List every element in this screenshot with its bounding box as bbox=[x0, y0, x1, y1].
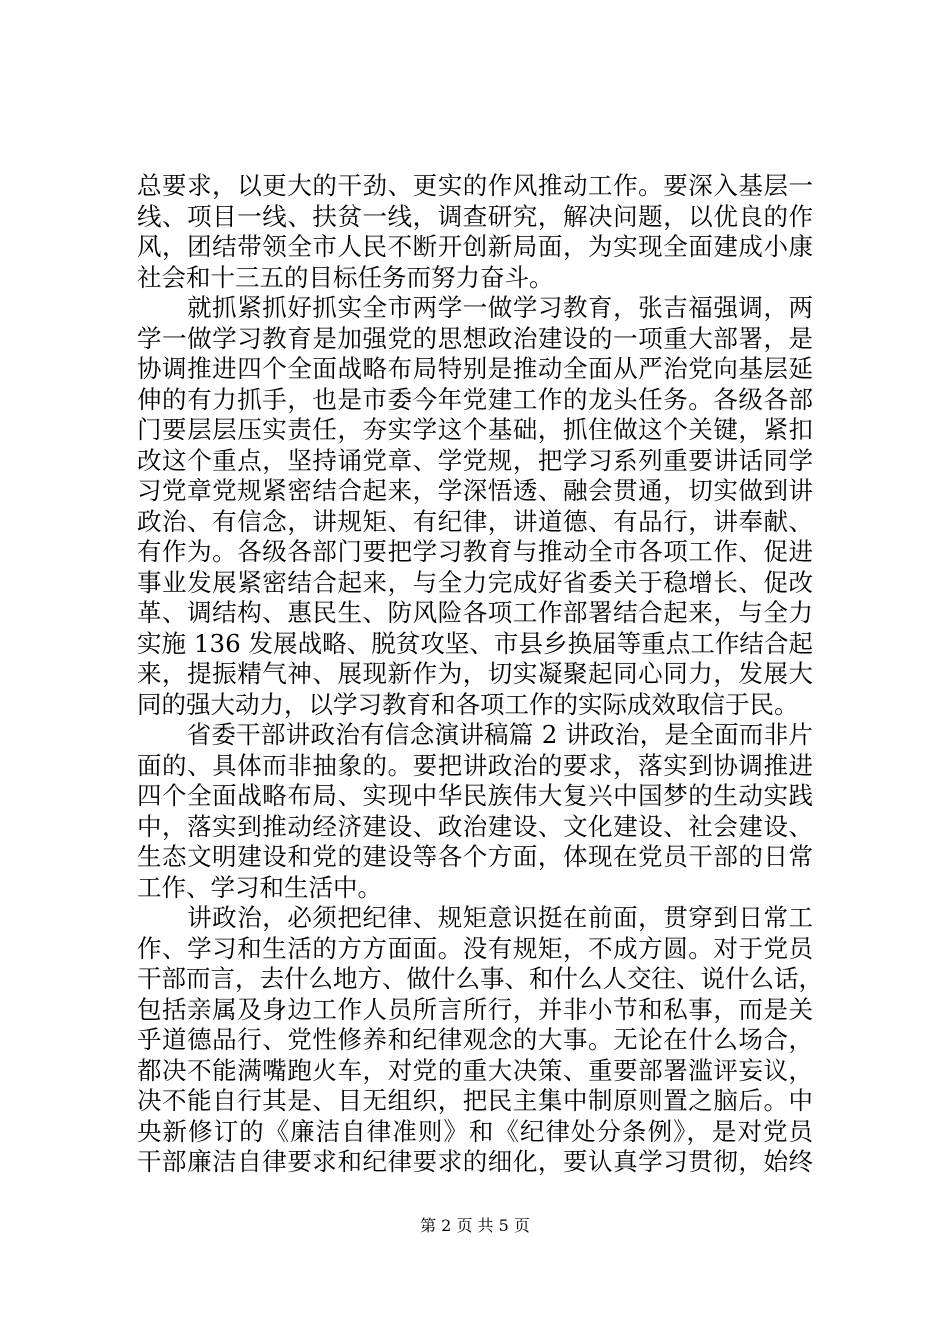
text-line: 包括亲属及身边工作人员所言所行，并非小节和私事，而是关 bbox=[137, 994, 813, 1024]
text-line: 同的强大动力，以学习教育和各项工作的实际成效取信于民。 bbox=[137, 689, 799, 719]
text-line: 省委干部讲政治有信念演讲稿篇 2 讲政治，是全面而非片 bbox=[137, 720, 813, 749]
text-line: 乎道德品行、党性修养和纪律观念的大事。无论在什么场合， bbox=[137, 1025, 813, 1054]
text-line: 就抓紧抓好抓实全市两学一做学习教育，张吉福强调，两 bbox=[137, 293, 813, 322]
text-line: 改这个重点，坚持诵党章、学党规，把学习系列重要讲话同学 bbox=[137, 445, 813, 475]
text-line: 学一做学习教育是加强党的思想政治建设的一项重大部署，是 bbox=[137, 323, 813, 353]
document-body bbox=[137, 171, 823, 1178]
text-line: 生态文明建设和党的建设等各个方面，体现在党员干部的日常 bbox=[137, 842, 813, 871]
text-line: 央新修订的《廉洁自律准则》和《纪律处分条例》，是对党员 bbox=[137, 1116, 813, 1146]
text-line: 中，落实到推动经济建设、政治建设、文化建设、社会建设、 bbox=[137, 811, 813, 841]
text-line: 来，提振精气神、展现新作为，切实凝聚起同心同力，发展大 bbox=[137, 659, 813, 688]
text-line: 社会和十三五的目标任务而努力奋斗。 bbox=[137, 262, 554, 292]
text-line: 有作为。各级各部门要把学习教育与推动全市各项工作、促进 bbox=[137, 537, 813, 566]
text-line: 四个全面战略布局、实现中华民族伟大复兴中国梦的生动实践 bbox=[137, 781, 813, 810]
text-line: 实施 136 发展战略、脱贫攻坚、市县乡换届等重点工作结合起 bbox=[137, 628, 813, 658]
text-line: 政治、有信念，讲规矩、有纪律，讲道德、有品行，讲奉献、 bbox=[137, 506, 813, 536]
text-line: 工作、学习和生活中。 bbox=[137, 872, 382, 902]
text-line: 协调推进四个全面战略布局特别是推动全面从严治党向基层延 bbox=[137, 354, 813, 383]
text-line: 面的、具体而非抽象的。要把讲政治的要求，落实到协调推进 bbox=[137, 750, 813, 780]
text-line: 事业发展紧密结合起来，与全力完成好省委关于稳增长、促改 bbox=[137, 567, 813, 597]
text-line: 干部而言，去什么地方、做什么事、和什么人交往、说什么话， bbox=[137, 964, 823, 993]
text-line: 干部廉洁自律要求和纪律要求的细化，要认真学习贯彻，始终 bbox=[137, 1147, 813, 1176]
text-line: 都决不能满嘴跑火车，对党的重大决策、重要部署滥评妄议， bbox=[137, 1055, 813, 1085]
text-line: 门要层层压实责任，夯实学这个基础，抓住做这个关键，紧扣 bbox=[137, 415, 813, 444]
text-line: 决不能自行其是、目无组织，把民主集中制原则置之脑后。中 bbox=[137, 1086, 813, 1115]
text-line: 伸的有力抓手，也是市委今年党建工作的龙头任务。各级各部 bbox=[137, 384, 813, 414]
page-number-footer: 第 2 页 共 5 页 bbox=[420, 1216, 530, 1235]
text-line: 习党章党规紧密结合起来，学深悟透、融会贯通，切实做到讲 bbox=[137, 476, 813, 505]
text-line: 讲政治，必须把纪律、规矩意识挺在前面，贯穿到日常工 bbox=[137, 903, 813, 932]
text-line: 革、调结构、惠民生、防风险各项工作部署结合起来，与全力 bbox=[137, 598, 813, 627]
text-line: 作、学习和生活的方方面面。没有规矩，不成方圆。对于党员 bbox=[137, 933, 813, 963]
text-line: 风，团结带领全市人民不断开创新局面，为实现全面建成小康 bbox=[137, 232, 813, 261]
text-line: 线、项目一线、扶贫一线，调查研究，解决问题，以优良的作 bbox=[137, 201, 813, 231]
text-line: 总要求，以更大的干劲、更实的作风推动工作。要深入基层一 bbox=[137, 171, 813, 200]
